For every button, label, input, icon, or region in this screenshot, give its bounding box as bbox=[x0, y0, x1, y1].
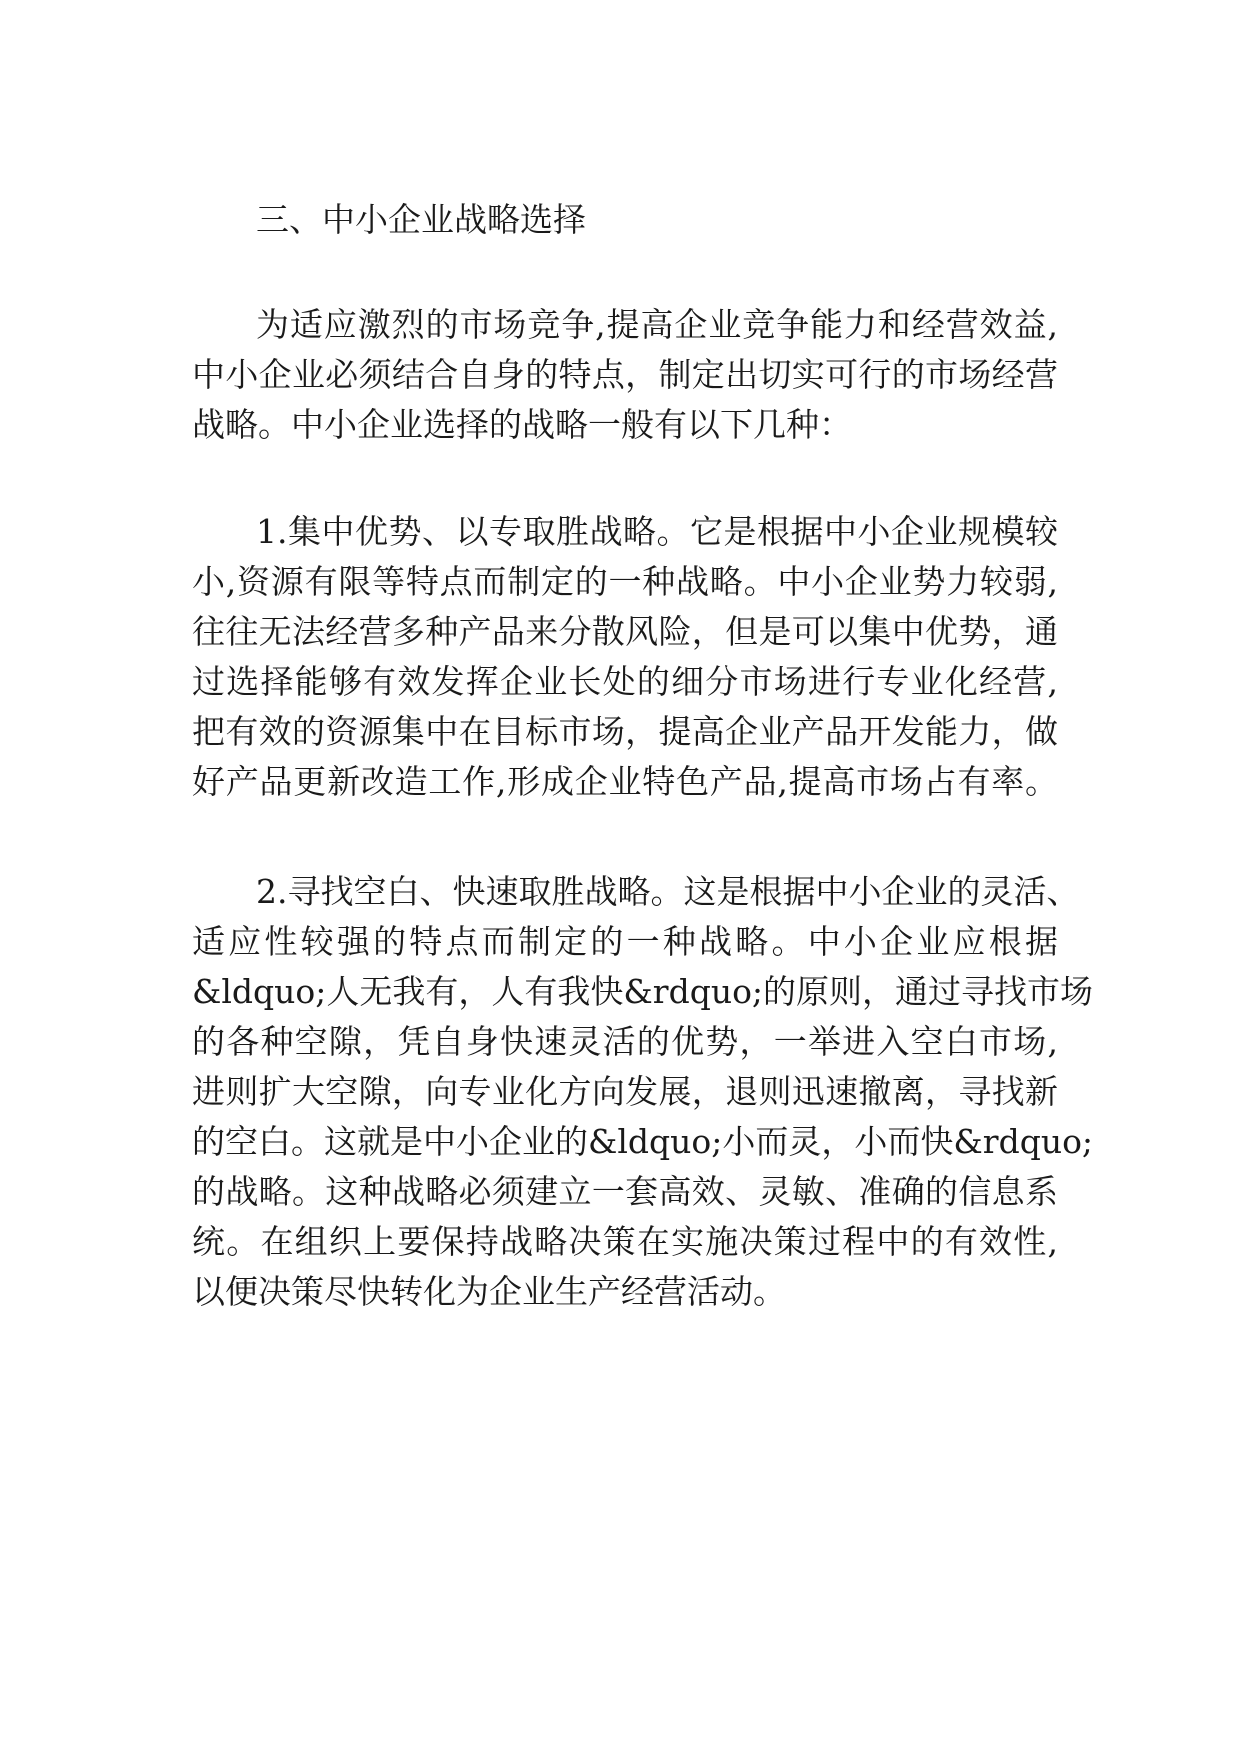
paragraph-line: 把有效的资源集中在目标市场，提高企业产品开发能力，做 bbox=[192, 712, 1058, 751]
paragraph-line: 好产品更新改造工作,形成企业特色产品,提高市场占有率。 bbox=[192, 762, 1058, 801]
paragraph-line: 以便决策尽快转化为企业生产经营活动。 bbox=[192, 1272, 786, 1311]
paragraph-line: 为适应激烈的市场竞争,提高企业竞争能力和经营效益, bbox=[256, 305, 1058, 344]
paragraph-line: 进则扩大空隙，向专业化方向发展，退则迅速撤离，寻找新 bbox=[192, 1072, 1058, 1111]
paragraph-line: 统。在组织上要保持战略决策在实施决策过程中的有效性, bbox=[192, 1222, 1058, 1261]
section-heading: 三、中小企业战略选择 bbox=[256, 200, 586, 239]
paragraph-line: 2.寻找空白、快速取胜战略。这是根据中小企业的灵活、 bbox=[256, 872, 1080, 911]
paragraph-line: &ldquo;人无我有，人有我快&rdquo;的原则，通过寻找市场 bbox=[192, 972, 1094, 1011]
paragraph-line: 往往无法经营多种产品来分散风险，但是可以集中优势，通 bbox=[192, 612, 1058, 651]
paragraph-line: 过选择能够有效发挥企业长处的细分市场进行专业化经营, bbox=[192, 662, 1058, 701]
paragraph-line: 1.集中优势、以专取胜战略。它是根据中小企业规模较 bbox=[256, 512, 1058, 551]
paragraph-line: 适应性较强的特点而制定的一种战略。中小企业应根据 bbox=[192, 922, 1058, 961]
paragraph-line: 小,资源有限等特点而制定的一种战略。中小企业势力较弱, bbox=[192, 562, 1058, 601]
paragraph-line: 的空白。这就是中小企业的&ldquo;小而灵，小而快&rdquo; bbox=[192, 1122, 1094, 1161]
paragraph-line: 的各种空隙，凭自身快速灵活的优势，一举进入空白市场, bbox=[192, 1022, 1058, 1061]
paragraph-line: 的战略。这种战略必须建立一套高效、灵敏、准确的信息系 bbox=[192, 1172, 1058, 1211]
paragraph-line: 战略。中小企业选择的战略一般有以下几种： bbox=[192, 405, 852, 444]
paragraph-line: 中小企业必须结合自身的特点，制定出切实可行的市场经营 bbox=[192, 355, 1058, 394]
